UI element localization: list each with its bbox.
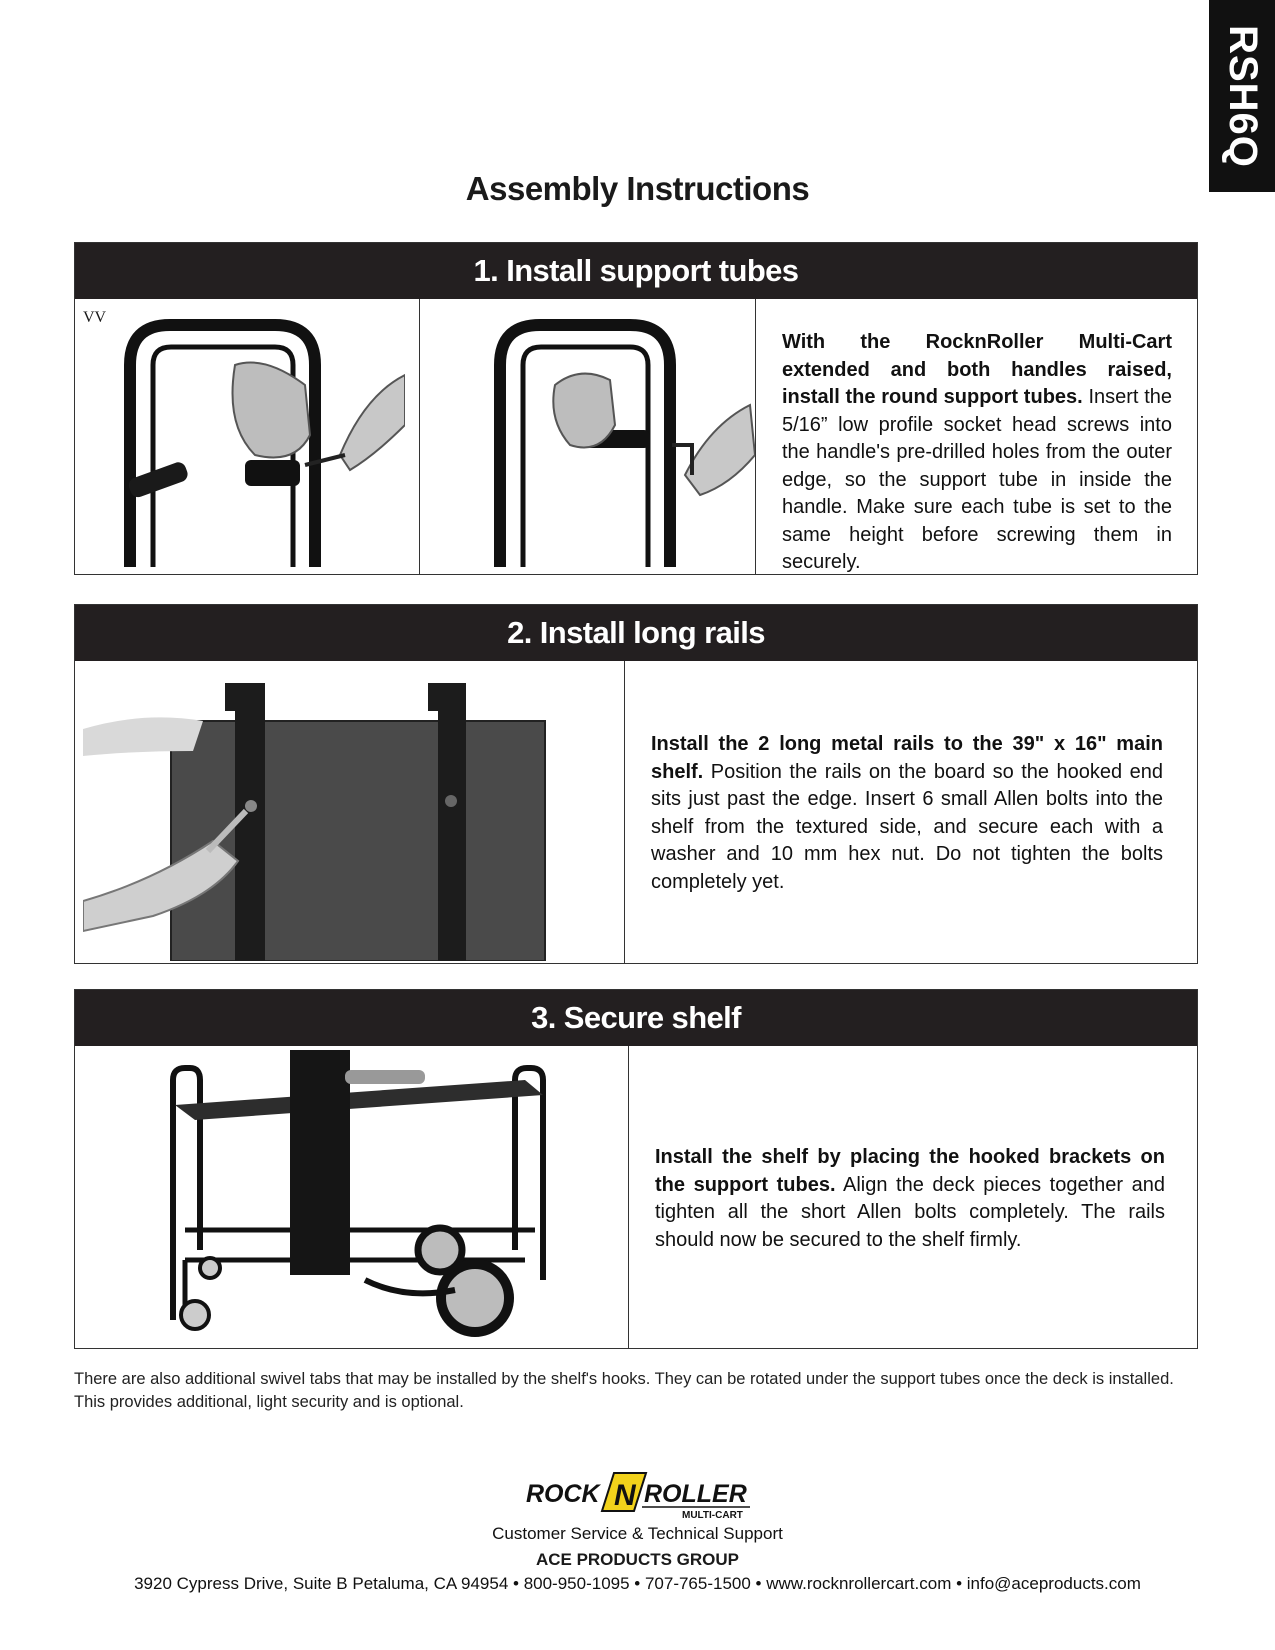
contact-address: 3920 Cypress Drive, Suite B Petaluma, CA 94954 • 800-950-1095 • 707-765-1500 • www.rocknrollercart.com • info@aceproducts.com	[134, 1574, 1141, 1593]
photo-cell-1b	[419, 299, 755, 574]
document-code: RSH6Q	[1220, 24, 1265, 168]
section-install-long-rails	[74, 604, 1198, 964]
logo-roller-text: ROLLER	[644, 1480, 747, 1508]
photo-handle-screw-tube	[460, 305, 760, 575]
rocknroller-logo	[522, 1469, 758, 1521]
page-title: Assembly Instructions	[465, 170, 810, 207]
text-cell-3	[628, 1046, 1197, 1348]
step-3-lead: Install the shelf by placing the hooked brackets on the support tubes.	[655, 1146, 1165, 1196]
photo-rails-on-shelf	[83, 671, 553, 961]
photo-cart-with-shelf	[165, 1050, 565, 1340]
optional-swivel-tabs-note: There are also additional swivel tabs that may be installed by the shelf's hooks. They can be rotated under the support tubes once the deck is installed. This provides additional, light security and is optional.	[74, 1370, 1174, 1411]
text-cell-2	[624, 661, 1197, 963]
step-2-text	[651, 731, 1163, 896]
photo-cell-2	[75, 661, 624, 963]
customer-service-label: Customer Service & Technical Support	[492, 1524, 783, 1543]
logo-rock-text: ROCK	[526, 1480, 600, 1508]
step-1-text	[782, 329, 1172, 577]
document-code-tab	[1209, 0, 1275, 192]
step-1-body: Insert the 5/16” low profile socket head screws into the handle's pre-drilled holes from the outer edge, so the support tube in inside the handle. Make sure each tube is set to the same height before screwing them in securely.	[782, 386, 1173, 573]
photo-cell-1a	[75, 299, 419, 574]
section-install-support-tubes	[74, 242, 1198, 575]
photo-cell-3	[75, 1046, 628, 1348]
company-name: ACE PRODUCTS GROUP	[535, 1550, 740, 1569]
section-heading: 1. Install support tubes	[75, 243, 1197, 299]
step-3-body: Align the deck pieces together and tighten all the short Allen bolts completely. The rails should now be secured to the shelf firmly.	[655, 1173, 1165, 1251]
section-secure-shelf	[74, 989, 1198, 1349]
text-cell-1	[755, 299, 1197, 574]
step-2-body: Position the rails on the board so the hooked end sits just past the edge. Insert 6 small Allen bolts into the shelf from the textured side, and secure each with a washer and 10 mm hex nut. Do not tighten the bolts completely yet.	[651, 760, 1163, 893]
corner-mark: VV	[83, 309, 107, 326]
logo-subtitle: MULTI-CART	[682, 1510, 743, 1521]
photo-handle-insert-tube	[105, 305, 405, 575]
section-heading: 2. Install long rails	[75, 605, 1197, 661]
step-2-lead: Install the 2 long metal rails to the 39" x 16" main shelf.	[651, 733, 1163, 783]
step-1-lead: With the RocknRoller Multi-Cart extended and both handles raised, install the round support tubes.	[782, 331, 1172, 408]
section-heading: 3. Secure shelf	[75, 990, 1197, 1046]
logo-n-text: N	[614, 1479, 636, 1512]
step-3-text	[655, 1144, 1165, 1254]
